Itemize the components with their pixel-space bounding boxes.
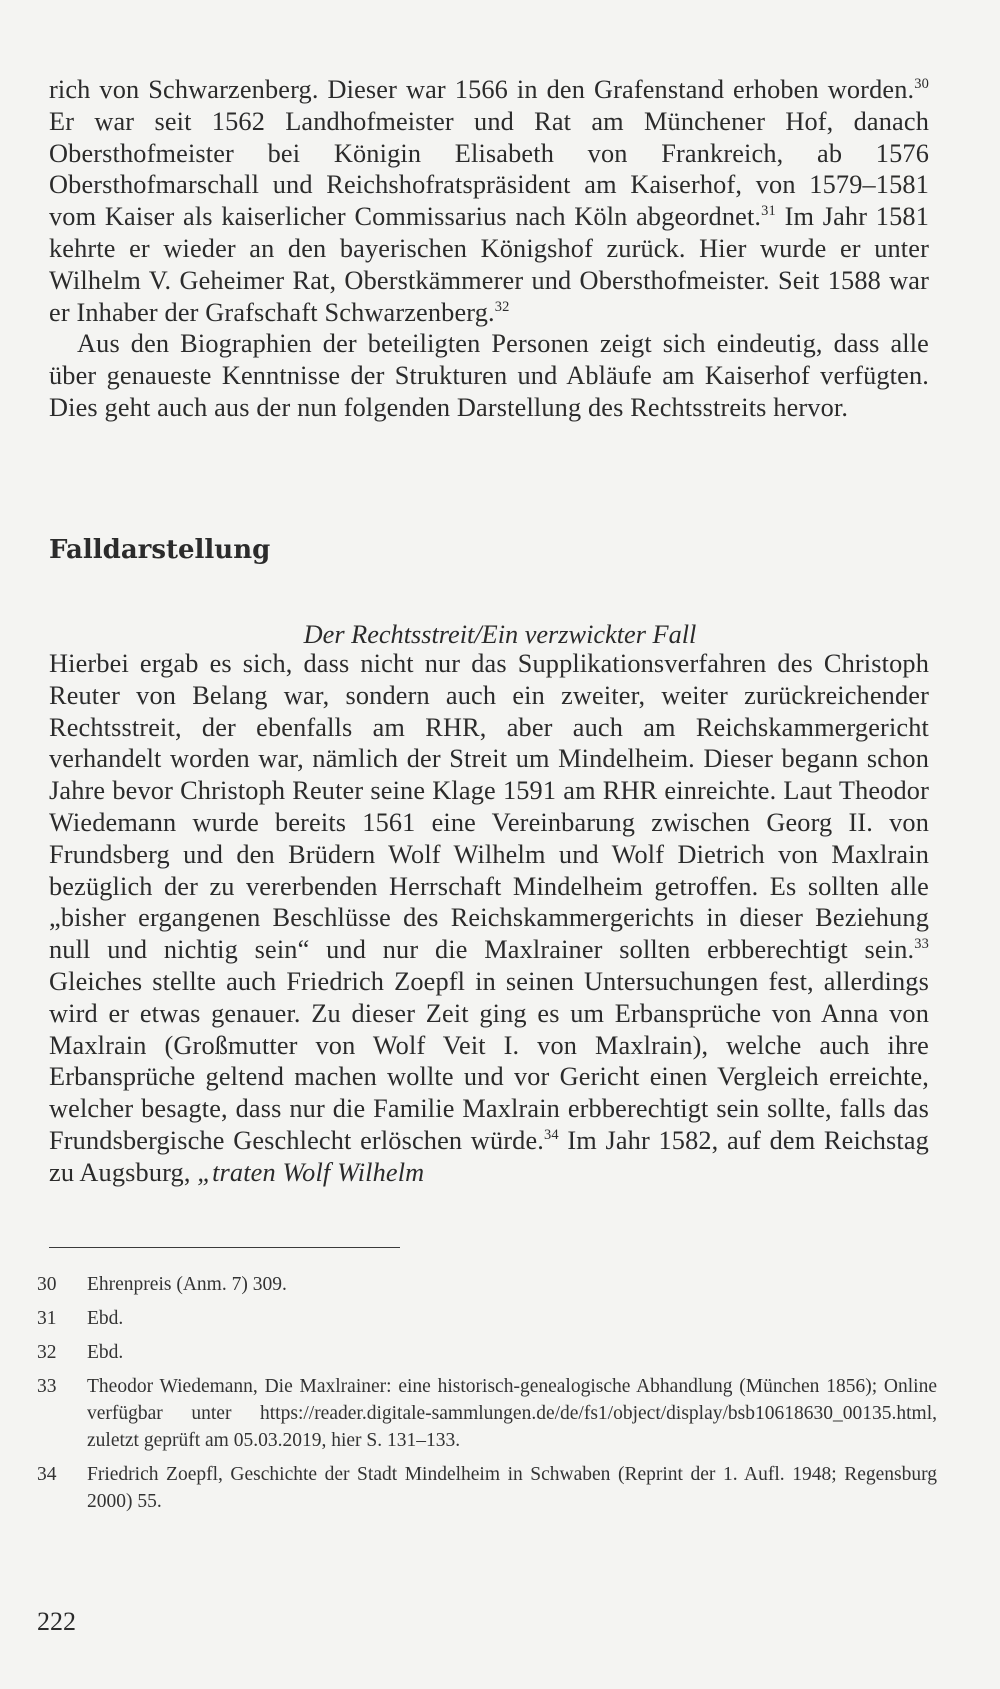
footnote-number: 30 [37,1274,57,1295]
section-subheading: Der Rechtsstreit/Ein verzwickter Fall [303,620,697,649]
footnote-divider [49,1247,400,1248]
footnote-ref-30[interactable]: 30 [914,76,929,93]
footnote-number: 31 [37,1308,57,1329]
paragraph-1: rich von Schwarzenberg. Dieser war 1566 in den Grafenstand erhoben worden.$^{30}$ Er war seit 1562 Landhofmeister und Rat am Münchener Hof, danach Obersthofmeister bei Königin Elisabeth von Frankreich, ab 1576 Obersthofmarschall und Reichshofratspräsident am Kaiserhof, von 1579–1581 vom Kaiser als kaiserlicher Commissarius nach Köln abgeordnet.$^{31}$ Im Jahr 1581 kehrte er wieder an den bayerischen Königshof zurück. Hier wurde er unter Wilhelm V. Geheimer Rat, Oberstkämmerer und Obersthofmeister. Seit 1588 war er Inhaber der Grafschaft Schwarzenberg.$^{32}$ [49,75,929,327]
footnote-number: 32 [37,1342,57,1363]
quote-italic: „traten Wolf Wilhelm [197,1157,425,1187]
paragraph-2: Aus den Biographien der beteiligten Personen zeigt sich eindeutig, dass alle über genaueste Kenntnisse der Strukturen und Abläufe am Kaiserhof verfügten. Dies geht auch aus der nun folgenden Darstellung des Rechtsstreits hervor. [49,329,929,422]
footnote-number: 34 [37,1464,57,1485]
footnote-ref-34[interactable]: 34 [544,1127,559,1144]
footnote-ref-31[interactable]: 31 [761,203,776,220]
section-heading: Falldarstellung [49,535,271,565]
body-text-top [49,74,929,424]
body-text-bottom [49,648,929,1189]
footnote-item [37,1373,937,1454]
footnote-text: Ebd. [87,1342,124,1363]
footnote-ref-33[interactable]: 33 [914,936,929,953]
paragraph-3: Hierbei ergab es sich, dass nicht nur das Supplikationsverfahren des Christoph Reuter von Belang war, sondern auch ein zweiter, weiter zurückreichender Rechtsstreit, der ebenfalls am RHR, aber auch am Reichskammergericht verhandelt worden war, nämlich der Streit um Mindelheim. Dieser begann schon Jahre bevor Christoph Reuter seine Klage 1591 am RHR einreichte. Laut Theodor Wiedemann wurde bereits 1561 eine Vereinbarung zwischen Georg II. von Frundsberg und den Brüdern Wolf Wilhelm und Wolf Dietrich von Maxlrain bezüglich der zu vererbenden Herrschaft Mindelheim getroffen. Es sollten alle „bisher ergangenen Beschlüsse des Reichskammergerichts in dieser Beziehung null und nichtig sein“ und nur die Maxlrainer sollten erbberechtigt sein.$^{33}$ Gleiches stellte auch Friedrich Zoepfl in seinen Untersuchungen fest, allerdings wird er etwas genauer. Zu dieser Zeit ging es um Erbansprüche von Anna von Maxlrain (Großmutter von Wolf Veit I. von Maxlrain), welche auch ihre Erbansprüche geltend machen wollte und vor Gericht einen Vergleich erreichte, welcher besagte, dass nur die Familie Maxlrain erbberechtigt sein sollte, falls das Frundsbergische Geschlecht erlöschen würde.$^{34}$ Im Jahr 1582, auf dem Reichstag zu Augsburg, „traten Wolf Wilhelm [49,649,929,1187]
footnote-text: Ehrenpreis (Anm. 7) 309. [87,1274,287,1295]
footnotes [37,1271,937,1522]
footnote-number: 33 [37,1376,57,1397]
footnote-item [37,1339,937,1366]
footnote-item [37,1271,937,1298]
footnote-item [37,1461,937,1515]
footnote-item [37,1305,937,1332]
footnote-text: Friedrich Zoepfl, Geschichte der Stadt Mindelheim in Schwaben (Reprint der 1. Aufl. 1948; Regensburg 2000) 55. [87,1464,937,1512]
footnote-text: Ebd. [87,1308,124,1329]
footnote-text: Theodor Wiedemann, Die Maxlrainer: eine historisch-genealogische Abhandlung (München 1856); Online verfügbar unter https://reader.digitale-sammlungen.de/de/fs1/object/display/bsb10618630_00135.html, zuletzt geprüft am 05.03.2019, hier S. 131–133. [87,1376,937,1451]
footnote-ref-32[interactable]: 32 [494,298,510,315]
page-number: 222 [37,1607,76,1636]
